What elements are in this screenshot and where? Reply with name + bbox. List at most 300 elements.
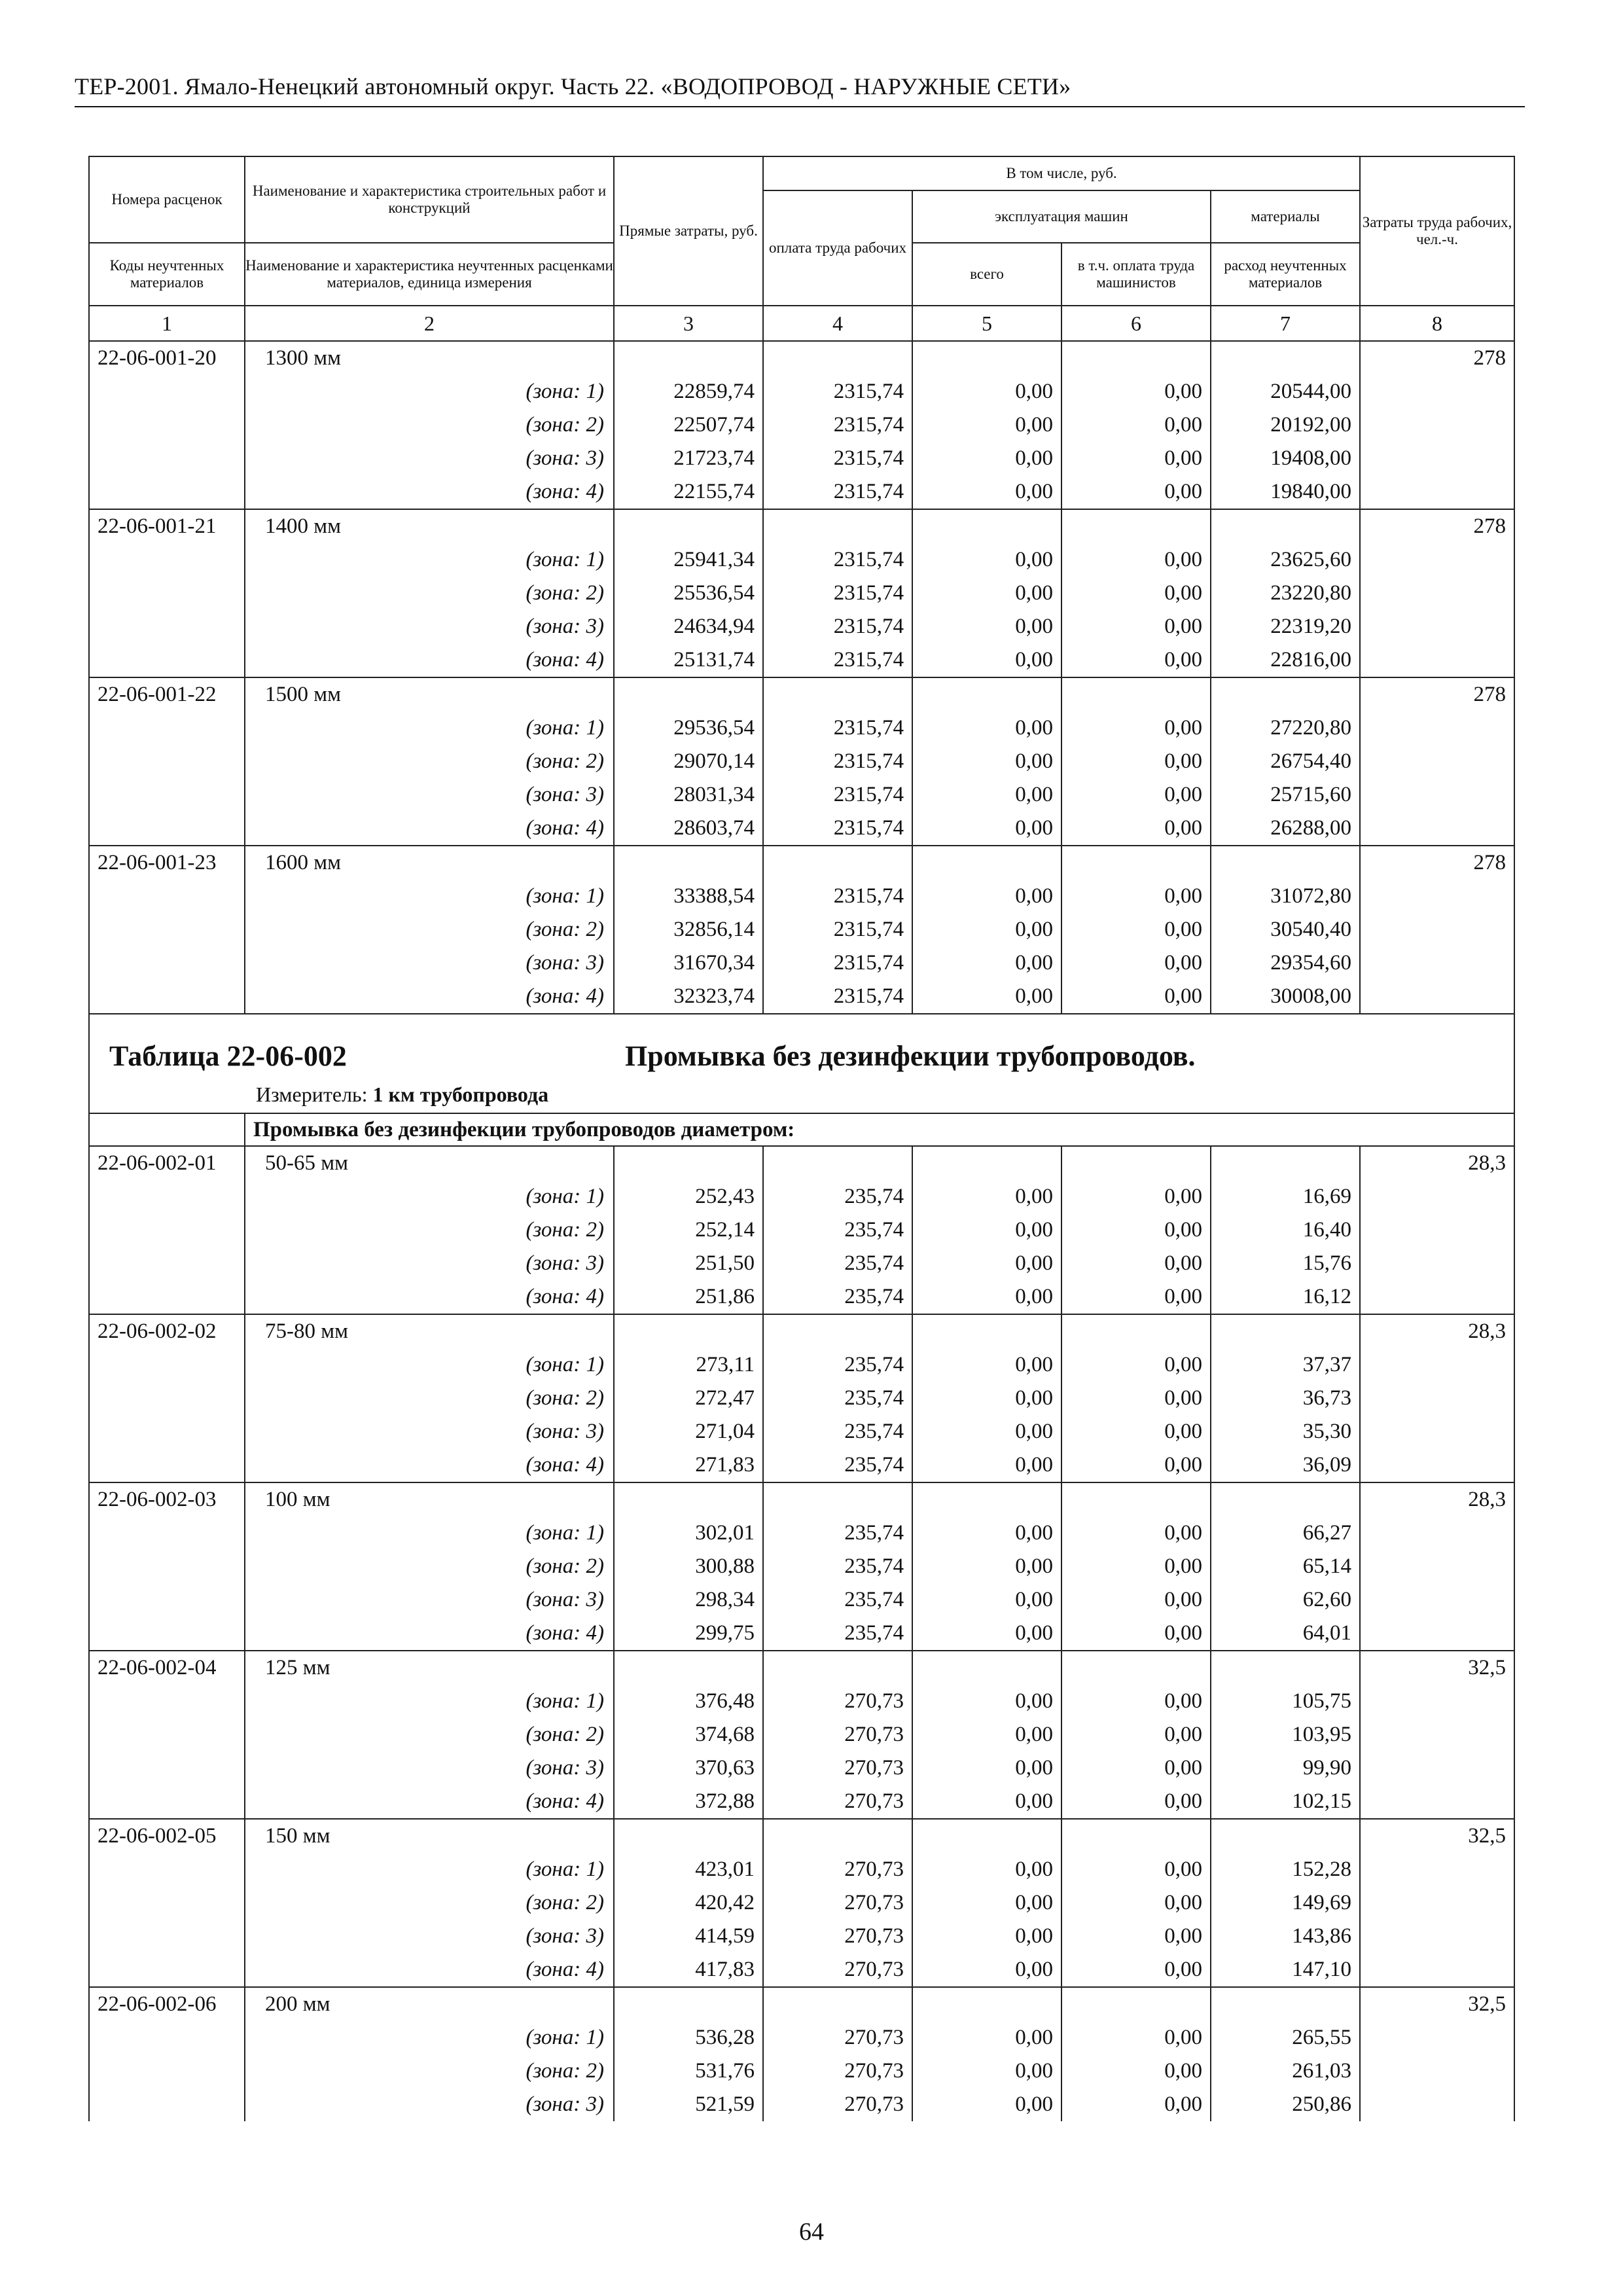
labor-pay-cell <box>763 1651 912 1685</box>
machines-total-value: 0,00 <box>912 1213 1061 1247</box>
machines-total-cell <box>912 1146 1061 1180</box>
rate-code-empty <box>89 442 245 475</box>
materials-value: 35,30 <box>1211 1415 1360 1448</box>
labor-costs-empty <box>1360 1247 1514 1280</box>
page-header: ТЕР-2001. Ямало-Ненецкий автономный округ. Часть 22. «ВОДОПРОВОД - НАРУЖНЫЕ СЕТИ» <box>75 71 1525 107</box>
machines-operators-value: 0,00 <box>1061 375 1211 408</box>
materials-value: 36,09 <box>1211 1448 1360 1482</box>
machines-total-value: 0,00 <box>912 1247 1061 1280</box>
labor-costs-value: 28,3 <box>1360 1482 1514 1516</box>
machines-total-value: 0,00 <box>912 812 1061 846</box>
direct-costs-value: 25131,74 <box>614 643 763 677</box>
labor-costs-empty <box>1360 1516 1514 1550</box>
machines-operators-value: 0,00 <box>1061 1213 1211 1247</box>
rate-name: 1300 мм <box>245 341 614 375</box>
machines-operators-cell <box>1061 1314 1211 1348</box>
labor-costs-empty <box>1360 1617 1514 1651</box>
rate-row <box>89 1482 1514 1516</box>
labor-costs-value: 32,5 <box>1360 1987 1514 2021</box>
zone-row <box>89 711 1514 745</box>
materials-cell <box>1211 1651 1360 1685</box>
col-machines-total: всего <box>912 243 1061 306</box>
zone-label: (зона: 4) <box>245 980 614 1014</box>
rate-code-empty <box>89 880 245 913</box>
machines-total-value: 0,00 <box>912 543 1061 577</box>
labor-pay-value: 270,73 <box>763 1785 912 1819</box>
materials-value: 66,27 <box>1211 1516 1360 1550</box>
materials-value: 26754,40 <box>1211 745 1360 778</box>
labor-costs-empty <box>1360 1348 1514 1382</box>
machines-total-value: 0,00 <box>912 1180 1061 1213</box>
col-rate-no: Номера расценок <box>89 156 245 243</box>
materials-value: 26288,00 <box>1211 812 1360 846</box>
materials-value: 29354,60 <box>1211 946 1360 980</box>
machines-operators-value: 0,00 <box>1061 1280 1211 1314</box>
table-22-06-001-rows <box>89 341 1514 1014</box>
rate-code-empty <box>89 1953 245 1987</box>
machines-operators-value: 0,00 <box>1061 1685 1211 1718</box>
machines-total-value: 0,00 <box>912 1550 1061 1583</box>
machines-operators-value: 0,00 <box>1061 643 1211 677</box>
group-title: Промывка без дезинфекции трубопроводов диаметром: <box>245 1113 1514 1146</box>
rate-code-empty <box>89 1920 245 1953</box>
direct-costs-value: 302,01 <box>614 1516 763 1550</box>
zone-label: (зона: 1) <box>245 375 614 408</box>
zone-label: (зона: 3) <box>245 1247 614 1280</box>
materials-cell <box>1211 1987 1360 2021</box>
materials-value: 27220,80 <box>1211 711 1360 745</box>
machines-total-value: 0,00 <box>912 711 1061 745</box>
rate-name: 100 мм <box>245 1482 614 1516</box>
machines-total-value: 0,00 <box>912 980 1061 1014</box>
materials-value: 20544,00 <box>1211 375 1360 408</box>
labor-pay-value: 2315,74 <box>763 946 912 980</box>
direct-costs-value: 25941,34 <box>614 543 763 577</box>
col-machines-operators: в т.ч. оплата труда машинистов <box>1061 243 1211 306</box>
machines-total-value: 0,00 <box>912 1920 1061 1953</box>
labor-costs-empty <box>1360 1785 1514 1819</box>
zone-label: (зона: 1) <box>245 2021 614 2054</box>
machines-operators-cell <box>1061 1482 1211 1516</box>
labor-pay-value: 270,73 <box>763 1920 912 1953</box>
rate-code-empty <box>89 1785 245 1819</box>
machines-operators-value: 0,00 <box>1061 1348 1211 1382</box>
col-unaccounted-names: Наименование и характеристика неучтенных расценками материалов, единица измерения <box>245 243 614 306</box>
zone-label: (зона: 4) <box>245 1953 614 1987</box>
zone-label: (зона: 3) <box>245 1751 614 1785</box>
labor-costs-empty <box>1360 475 1514 509</box>
labor-costs-empty <box>1360 745 1514 778</box>
direct-costs-value: 22859,74 <box>614 375 763 408</box>
machines-total-value: 0,00 <box>912 1583 1061 1617</box>
labor-pay-value: 235,74 <box>763 1448 912 1482</box>
direct-costs-value: 370,63 <box>614 1751 763 1785</box>
rate-code-empty <box>89 745 245 778</box>
materials-value: 37,37 <box>1211 1348 1360 1382</box>
zone-row <box>89 1751 1514 1785</box>
zone-label: (зона: 1) <box>245 1348 614 1382</box>
zone-label: (зона: 2) <box>245 1550 614 1583</box>
rate-code-empty <box>89 946 245 980</box>
rate-code-empty <box>89 1213 245 1247</box>
direct-costs-value: 32323,74 <box>614 980 763 1014</box>
labor-costs-empty <box>1360 543 1514 577</box>
zone-row <box>89 1685 1514 1718</box>
zone-row <box>89 1617 1514 1651</box>
labor-pay-value: 2315,74 <box>763 745 912 778</box>
labor-costs-empty <box>1360 711 1514 745</box>
direct-costs-value: 271,04 <box>614 1415 763 1448</box>
machines-operators-value: 0,00 <box>1061 812 1211 846</box>
machines-operators-value: 0,00 <box>1061 1247 1211 1280</box>
labor-costs-value: 28,3 <box>1360 1314 1514 1348</box>
col-materials-unaccounted: расход неучтенных материалов <box>1211 243 1360 306</box>
machines-total-cell <box>912 1314 1061 1348</box>
direct-costs-cell <box>614 1987 763 2021</box>
labor-pay-value: 270,73 <box>763 2054 912 2088</box>
rate-code-empty <box>89 408 245 442</box>
rate-code-empty <box>89 1718 245 1751</box>
labor-pay-value: 2315,74 <box>763 475 912 509</box>
machines-total-value: 0,00 <box>912 1785 1061 1819</box>
labor-costs-empty <box>1360 408 1514 442</box>
machines-operators-value: 0,00 <box>1061 408 1211 442</box>
direct-costs-value: 252,14 <box>614 1213 763 1247</box>
rate-code-empty <box>89 1583 245 1617</box>
zone-label: (зона: 4) <box>245 1785 614 1819</box>
labor-costs-empty <box>1360 1920 1514 1953</box>
direct-costs-cell <box>614 509 763 543</box>
zone-label: (зона: 1) <box>245 1685 614 1718</box>
zone-label: (зона: 1) <box>245 1853 614 1886</box>
materials-value: 64,01 <box>1211 1617 1360 1651</box>
machines-total-value: 0,00 <box>912 375 1061 408</box>
materials-value: 19840,00 <box>1211 475 1360 509</box>
machines-total-cell <box>912 509 1061 543</box>
machines-operators-value: 0,00 <box>1061 1617 1211 1651</box>
machines-total-value: 0,00 <box>912 1382 1061 1415</box>
machines-total-cell <box>912 1651 1061 1685</box>
labor-costs-empty <box>1360 2088 1514 2121</box>
zone-label: (зона: 3) <box>245 1415 614 1448</box>
labor-pay-value: 2315,74 <box>763 880 912 913</box>
zone-row <box>89 1785 1514 1819</box>
zone-label: (зона: 1) <box>245 543 614 577</box>
zone-row <box>89 2021 1514 2054</box>
direct-costs-cell <box>614 677 763 711</box>
zone-label: (зона: 3) <box>245 778 614 812</box>
rate-code: 22-06-002-04 <box>89 1651 245 1685</box>
direct-costs-cell <box>614 1651 763 1685</box>
labor-pay-value: 235,74 <box>763 1617 912 1651</box>
labor-pay-value: 2315,74 <box>763 812 912 846</box>
labor-costs-empty <box>1360 1886 1514 1920</box>
labor-costs-empty <box>1360 2054 1514 2088</box>
zone-label: (зона: 1) <box>245 1516 614 1550</box>
machines-operators-value: 0,00 <box>1061 610 1211 643</box>
labor-costs-empty <box>1360 812 1514 846</box>
rate-code-empty <box>89 1415 245 1448</box>
materials-value: 25715,60 <box>1211 778 1360 812</box>
labor-costs-empty <box>1360 1718 1514 1751</box>
rate-code-empty <box>89 1448 245 1482</box>
rate-name: 1500 мм <box>245 677 614 711</box>
zone-label: (зона: 1) <box>245 711 614 745</box>
labor-costs-empty <box>1360 913 1514 946</box>
machines-operators-value: 0,00 <box>1061 946 1211 980</box>
direct-costs-value: 252,43 <box>614 1180 763 1213</box>
direct-costs-value: 25536,54 <box>614 577 763 610</box>
direct-costs-value: 376,48 <box>614 1685 763 1718</box>
labor-pay-value: 2315,74 <box>763 778 912 812</box>
zone-row <box>89 1348 1514 1382</box>
labor-costs-empty <box>1360 946 1514 980</box>
direct-costs-value: 536,28 <box>614 2021 763 2054</box>
machines-operators-cell <box>1061 1146 1211 1180</box>
direct-costs-cell <box>614 1146 763 1180</box>
direct-costs-value: 300,88 <box>614 1550 763 1583</box>
machines-operators-value: 0,00 <box>1061 980 1211 1014</box>
labor-costs-empty <box>1360 1280 1514 1314</box>
labor-pay-value: 235,74 <box>763 1213 912 1247</box>
direct-costs-value: 29536,54 <box>614 711 763 745</box>
rate-row <box>89 1819 1514 1853</box>
machines-operators-value: 0,00 <box>1061 2021 1211 2054</box>
labor-pay-value: 2315,74 <box>763 442 912 475</box>
direct-costs-value: 29070,14 <box>614 745 763 778</box>
labor-pay-cell <box>763 341 912 375</box>
rate-name: 75-80 мм <box>245 1314 614 1348</box>
col-number: 6 <box>1061 306 1211 341</box>
zone-label: (зона: 2) <box>245 2054 614 2088</box>
labor-costs-value: 28,3 <box>1360 1146 1514 1180</box>
zone-label: (зона: 3) <box>245 946 614 980</box>
zone-row <box>89 1382 1514 1415</box>
direct-costs-value: 31670,34 <box>614 946 763 980</box>
zone-row <box>89 1718 1514 1751</box>
labor-costs-empty <box>1360 880 1514 913</box>
zone-row <box>89 1550 1514 1583</box>
labor-costs-empty <box>1360 1685 1514 1718</box>
labor-costs-empty <box>1360 1213 1514 1247</box>
materials-value: 19408,00 <box>1211 442 1360 475</box>
labor-pay-value: 235,74 <box>763 1516 912 1550</box>
rate-code: 22-06-001-21 <box>89 509 245 543</box>
materials-value: 105,75 <box>1211 1685 1360 1718</box>
direct-costs-value: 374,68 <box>614 1718 763 1751</box>
zone-label: (зона: 2) <box>245 1382 614 1415</box>
zone-label: (зона: 3) <box>245 610 614 643</box>
labor-costs-empty <box>1360 1953 1514 1987</box>
zone-row <box>89 745 1514 778</box>
col-machines: эксплуатация машин <box>912 190 1211 243</box>
labor-costs-empty <box>1360 442 1514 475</box>
rate-code-empty <box>89 2054 245 2088</box>
rate-name: 50-65 мм <box>245 1146 614 1180</box>
machines-operators-value: 0,00 <box>1061 1550 1211 1583</box>
labor-costs-value: 278 <box>1360 341 1514 375</box>
rate-row <box>89 1314 1514 1348</box>
rate-row <box>89 1987 1514 2021</box>
machines-total-value: 0,00 <box>912 1415 1061 1448</box>
zone-row <box>89 1448 1514 1482</box>
rate-name: 1600 мм <box>245 846 614 880</box>
direct-costs-value: 531,76 <box>614 2054 763 2088</box>
labor-pay-value: 270,73 <box>763 1751 912 1785</box>
machines-total-value: 0,00 <box>912 1953 1061 1987</box>
labor-costs-empty <box>1360 643 1514 677</box>
machines-total-value: 0,00 <box>912 1886 1061 1920</box>
zone-row <box>89 475 1514 509</box>
rate-code-empty <box>89 1180 245 1213</box>
rate-code-empty <box>89 1751 245 1785</box>
direct-costs-value: 299,75 <box>614 1617 763 1651</box>
rate-code-empty <box>89 812 245 846</box>
labor-costs-empty <box>1360 1550 1514 1583</box>
zone-label: (зона: 4) <box>245 812 614 846</box>
machines-operators-value: 0,00 <box>1061 543 1211 577</box>
machines-total-value: 0,00 <box>912 745 1061 778</box>
materials-value: 102,15 <box>1211 1785 1360 1819</box>
materials-value: 65,14 <box>1211 1550 1360 1583</box>
zone-row <box>89 610 1514 643</box>
machines-operators-value: 0,00 <box>1061 745 1211 778</box>
labor-costs-empty <box>1360 1180 1514 1213</box>
machines-total-value: 0,00 <box>912 946 1061 980</box>
direct-costs-value: 420,42 <box>614 1886 763 1920</box>
direct-costs-value: 271,83 <box>614 1448 763 1482</box>
machines-operators-value: 0,00 <box>1061 1785 1211 1819</box>
labor-costs-empty <box>1360 980 1514 1014</box>
zone-label: (зона: 3) <box>245 1583 614 1617</box>
machines-total-value: 0,00 <box>912 1448 1061 1482</box>
labor-pay-cell <box>763 677 912 711</box>
table-number: Таблица 22-06-002 <box>109 1040 347 1072</box>
col-number: 7 <box>1211 306 1360 341</box>
materials-value: 62,60 <box>1211 1583 1360 1617</box>
zone-label: (зона: 2) <box>245 1886 614 1920</box>
rate-code-empty <box>89 2088 245 2121</box>
rate-row <box>89 509 1514 543</box>
materials-value: 22816,00 <box>1211 643 1360 677</box>
zone-row <box>89 1583 1514 1617</box>
direct-costs-cell <box>614 1819 763 1853</box>
group-heading <box>89 1113 1514 1146</box>
rate-code-empty <box>89 980 245 1014</box>
rate-row <box>89 341 1514 375</box>
labor-pay-value: 2315,74 <box>763 375 912 408</box>
materials-value: 147,10 <box>1211 1953 1360 1987</box>
col-unaccounted-codes: Коды неучтенных материалов <box>89 243 245 306</box>
direct-costs-value: 423,01 <box>614 1853 763 1886</box>
direct-costs-value: 21723,74 <box>614 442 763 475</box>
machines-total-value: 0,00 <box>912 1751 1061 1785</box>
machines-operators-value: 0,00 <box>1061 711 1211 745</box>
rates-table <box>88 156 1515 2121</box>
labor-pay-cell <box>763 1987 912 2021</box>
machines-total-value: 0,00 <box>912 1280 1061 1314</box>
measure-unit <box>256 1083 548 1107</box>
machines-operators-cell <box>1061 677 1211 711</box>
rate-code: 22-06-002-02 <box>89 1314 245 1348</box>
labor-pay-value: 270,73 <box>763 1685 912 1718</box>
rate-code-empty <box>89 375 245 408</box>
rate-code: 22-06-002-03 <box>89 1482 245 1516</box>
labor-pay-value: 270,73 <box>763 2021 912 2054</box>
machines-operators-cell <box>1061 509 1211 543</box>
rate-code-empty <box>89 1550 245 1583</box>
direct-costs-value: 414,59 <box>614 1920 763 1953</box>
machines-operators-value: 0,00 <box>1061 1415 1211 1448</box>
labor-pay-cell <box>763 1314 912 1348</box>
zone-label: (зона: 4) <box>245 643 614 677</box>
rate-code: 22-06-002-05 <box>89 1819 245 1853</box>
machines-operators-value: 0,00 <box>1061 880 1211 913</box>
materials-value: 30008,00 <box>1211 980 1360 1014</box>
labor-pay-cell <box>763 1819 912 1853</box>
zone-row <box>89 980 1514 1014</box>
labor-costs-empty <box>1360 778 1514 812</box>
zone-label: (зона: 2) <box>245 1718 614 1751</box>
page-number: 64 <box>799 2218 824 2246</box>
materials-value: 36,73 <box>1211 1382 1360 1415</box>
direct-costs-cell <box>614 846 763 880</box>
labor-pay-value: 235,74 <box>763 1583 912 1617</box>
measure-value: 1 км трубопровода <box>372 1083 549 1106</box>
materials-cell <box>1211 1314 1360 1348</box>
materials-value: 143,86 <box>1211 1920 1360 1953</box>
labor-pay-cell <box>763 1146 912 1180</box>
rate-row <box>89 846 1514 880</box>
materials-value: 15,76 <box>1211 1247 1360 1280</box>
rate-name: 200 мм <box>245 1987 614 2021</box>
col-number: 5 <box>912 306 1061 341</box>
direct-costs-value: 24634,94 <box>614 610 763 643</box>
labor-pay-value: 270,73 <box>763 1853 912 1886</box>
labor-costs-empty <box>1360 1415 1514 1448</box>
machines-total-value: 0,00 <box>912 1348 1061 1382</box>
labor-pay-value: 2315,74 <box>763 577 912 610</box>
direct-costs-cell <box>614 341 763 375</box>
machines-operators-value: 0,00 <box>1061 778 1211 812</box>
rate-code-empty <box>89 1886 245 1920</box>
machines-total-cell <box>912 677 1061 711</box>
machines-operators-cell <box>1061 1819 1211 1853</box>
labor-costs-empty <box>1360 1853 1514 1886</box>
labor-costs-empty <box>1360 2021 1514 2054</box>
zone-label: (зона: 4) <box>245 1448 614 1482</box>
direct-costs-value: 22507,74 <box>614 408 763 442</box>
machines-operators-cell <box>1061 341 1211 375</box>
zone-row <box>89 442 1514 475</box>
zone-row <box>89 1516 1514 1550</box>
col-labor-pay: оплата труда рабочих <box>763 190 912 306</box>
zone-row <box>89 408 1514 442</box>
direct-costs-value: 32856,14 <box>614 913 763 946</box>
rate-code-empty <box>89 577 245 610</box>
machines-total-value: 0,00 <box>912 610 1061 643</box>
labor-costs-empty <box>1360 1448 1514 1482</box>
materials-value: 261,03 <box>1211 2054 1360 2088</box>
direct-costs-value: 33388,54 <box>614 880 763 913</box>
materials-cell <box>1211 677 1360 711</box>
labor-pay-value: 235,74 <box>763 1415 912 1448</box>
machines-operators-value: 0,00 <box>1061 1516 1211 1550</box>
zone-label: (зона: 2) <box>245 913 614 946</box>
machines-operators-value: 0,00 <box>1061 913 1211 946</box>
materials-value: 99,90 <box>1211 1751 1360 1785</box>
materials-value: 149,69 <box>1211 1886 1360 1920</box>
